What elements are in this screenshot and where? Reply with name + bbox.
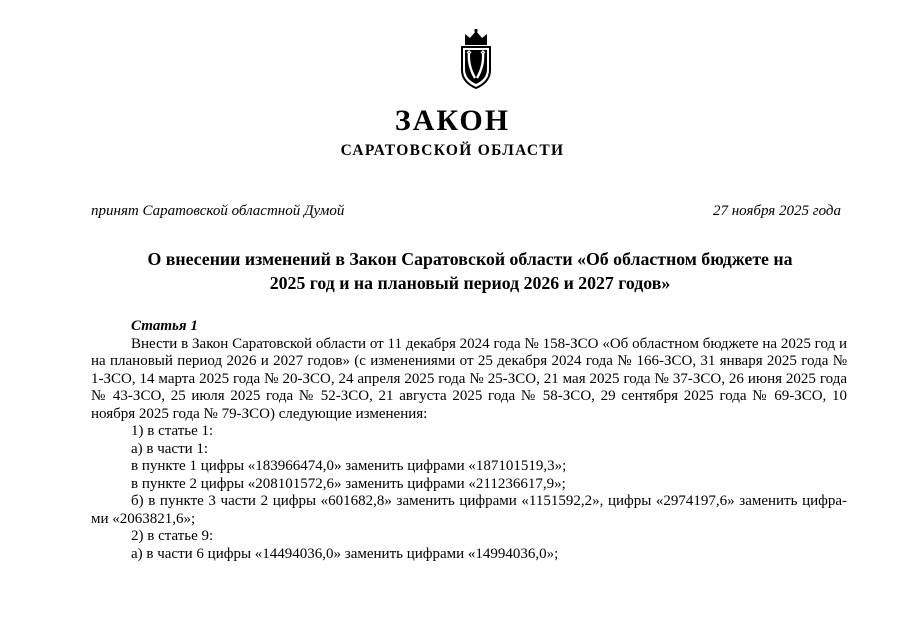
article-intro: Внести в Закон Саратовской области от 11 декабря 2024 года № 158-ЗСО «Об областном бюджете на 2025 год и на плановый период 2026 и 2027 годов» (с изменениями от 25 декабря 2024 года № 166-ЗСО, 31 января 2025 года № 1-ЗСО, 14 марта 2025 года № 20-ЗСО, 24 апреля 2025 года № 25-ЗСО, 21 мая 2025 года № 37-ЗСО, 26 июня 2025 года № 43-ЗСО, 25 июля 2025 года № 52-ЗСО, 21 августа 2025 года № 58-ЗСО, 29 сентября 2025 года № 69-ЗСО, 10 ноября 2025 года № 79-ЗСО) следующие изменения: (91, 335, 847, 422)
list-item: б) в пункте 3 части 2 цифры «601682,8» заменить цифрами «1151592,2», цифры «2974197,6» заменить цифра-ми «2063821,6»; (91, 493, 847, 527)
list-item: 2) в статье 9: (131, 528, 214, 544)
list-item: в пункте 1 цифры «183966474,0» заменить цифрами «187101519,3»; (131, 458, 567, 474)
document-subtitle: САРАТОВСКОЙ ОБЛАСТИ (340, 142, 565, 159)
list-item: в пункте 2 цифры «208101572,6» заменить цифрами «211236617,9»; (131, 475, 566, 492)
article-heading: Статья 1 (131, 318, 198, 334)
saratov-coat-of-arms-icon (458, 28, 494, 90)
list-item: а) в части 6 цифры «14494036,0» заменить цифрами «14994036,0»; (131, 545, 559, 562)
law-title (90, 247, 850, 295)
list-item: 1) в статье 1: (131, 423, 214, 439)
law-title-line: 2025 год и на плановый период 2026 и 2027 годов» (269, 273, 671, 293)
list-item: а) в части 1: (131, 440, 209, 457)
document-title: ЗАКОН (394, 104, 511, 137)
adopted-by: принят Саратовской областной Думой (91, 203, 345, 219)
adoption-date: 27 ноября 2025 года (712, 203, 841, 219)
law-body (91, 318, 847, 563)
law-title-line: О внесении изменений в Закон Саратовской области «Об областном бюджете на (147, 249, 793, 269)
